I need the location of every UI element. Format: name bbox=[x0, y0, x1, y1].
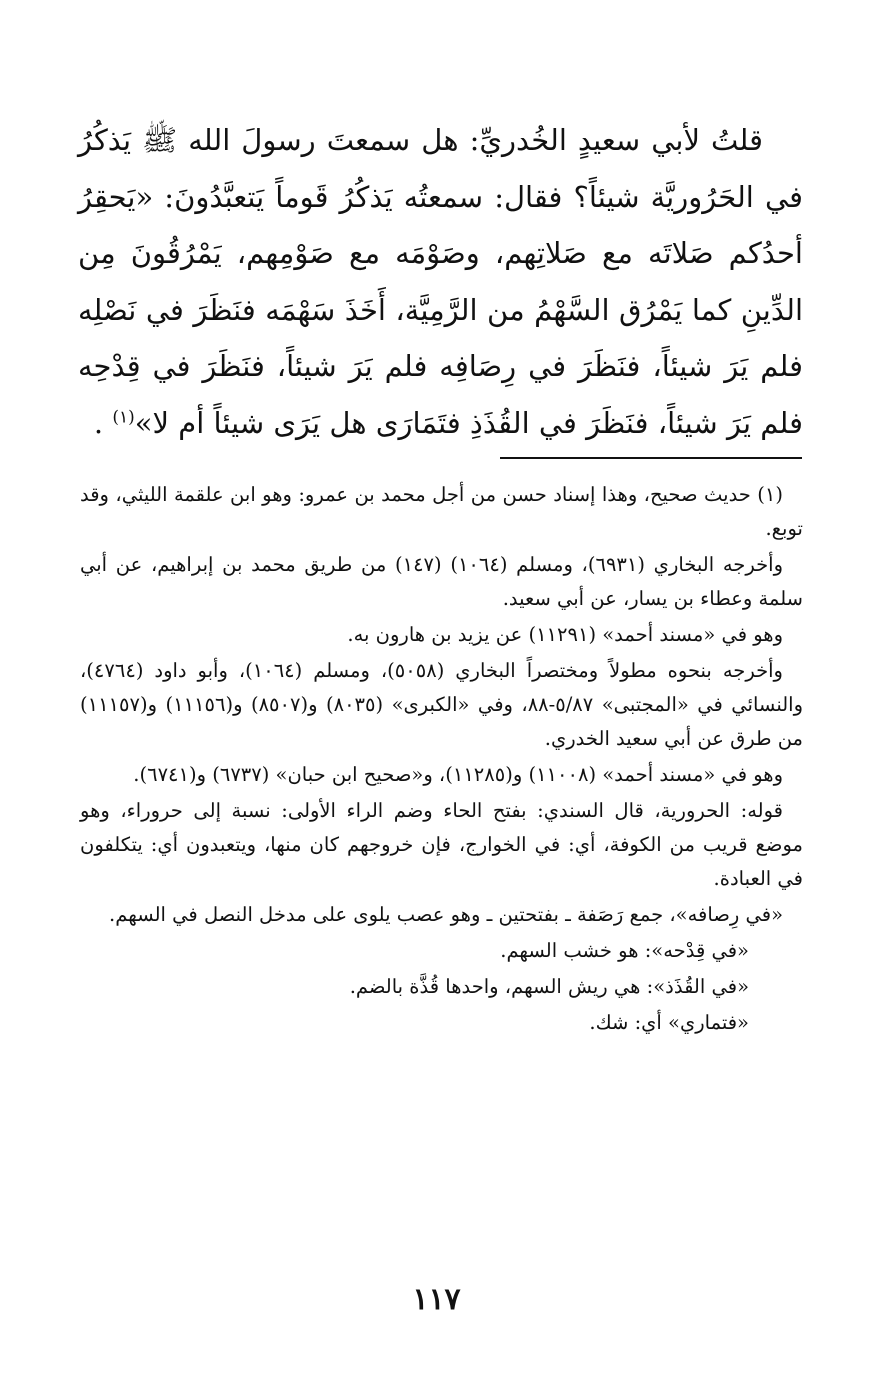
footnote-paragraph: قوله: الحرورية، قال السندي: بفتح الحاء وضم الراء الأولى: نسبة إلى حروراء، وهو موضع قريب من الكوفة، أي: في الخوارج، فإن خروجهم كان منها، ويتعبدون أي: يتكلفون في العبادة. bbox=[80, 799, 803, 890]
footnotes-section bbox=[80, 478, 803, 1042]
footnote-paragraph: وأخرجه البخاري (٦٩٣١)، ومسلم (١٠٦٤) (١٤٧) من طريق محمد بن إبراهيم، عن أبي سلمة وعطاء بن يسار، عن أبي سعيد. bbox=[80, 553, 803, 610]
page-number: ١١٧ bbox=[412, 1282, 461, 1317]
footnote-paragraph: وهو في «مسند أحمد» (١١٠٠٨) و(١١٢٨٥)، و«صحيح ابن حبان» (٦٧٣٧) و(٦٧٤١). bbox=[133, 763, 783, 786]
footnote-paragraph: «في رِصافه»، جمع رَصَفة ـ بفتحتين ـ وهو عصب يلوى على مدخل النصل في السهم. bbox=[109, 903, 783, 926]
footnote-paragraph: «في قِدْحه»: هو خشب السهم. bbox=[500, 939, 749, 962]
footnote-paragraph: وأخرجه بنحوه مطولاً ومختصراً البخاري (٥٠٥٨)، ومسلم (١٠٦٤)، وأبو داود (٤٧٦٤)، والنسائي في «المجتبى» ٥/٨٧-٨٨، وفي «الكبرى» (٨٠٣٥) و(٨٥٠٧) و(١١١٥٦) و(١١١٥٧) من طرق عن أبي سعيد الخدري. bbox=[80, 659, 803, 750]
main-hadith-text bbox=[78, 112, 803, 451]
main-paragraph-text: قلتُ لأبي سعيدٍ الخُدريِّ: هل سمعتَ رسولَ الله ﷺ يَذكُرُ في الحَرُوريَّة شيئاً؟ فقال: سمعتُه يَذكُرُ قَوماً يَتعبَّدُونَ: «يَحقِرُ أحدُكم صَلاتَه مع صَلاتِهم، وصَوْمَه مع صَوْمِهم، يَمْرُقُونَ مِن الدِّينِ كما يَمْرُق السَّهْمُ من الرَّمِيَّة، أَخَذَ سَهْمَه فنَظَرَ في نَصْلِه فلم يَرَ شيئاً، فنَظَرَ في رِصَافِه فلم يَرَ شيئاً، فنَظَرَ في قِدْحِه فلم يَرَ شيئاً، فنَظَرَ في القُذَذِ فتَمَارَى هل يَرَى شيئاً أم لا» bbox=[78, 123, 803, 440]
footnote-separator bbox=[500, 457, 802, 459]
footnote-marker: (١) bbox=[112, 406, 135, 427]
main-paragraph bbox=[78, 112, 803, 451]
footnote-paragraph: (١) حديث صحيح، وهذا إسناد حسن من أجل محمد بن عمرو: وهو ابن علقمة الليثي، وقد توبع. bbox=[80, 483, 803, 540]
footnote-paragraph: وهو في «مسند أحمد» (١١٢٩١) عن يزيد بن هارون به. bbox=[347, 623, 783, 646]
footnote-paragraph: «في القُذَذ»: هي ريش السهم، واحدها قُذَّة بالضم. bbox=[349, 975, 749, 998]
main-paragraph-end: . bbox=[93, 405, 113, 440]
footnote-paragraph: «فتماري» أي: شك. bbox=[589, 1011, 749, 1034]
